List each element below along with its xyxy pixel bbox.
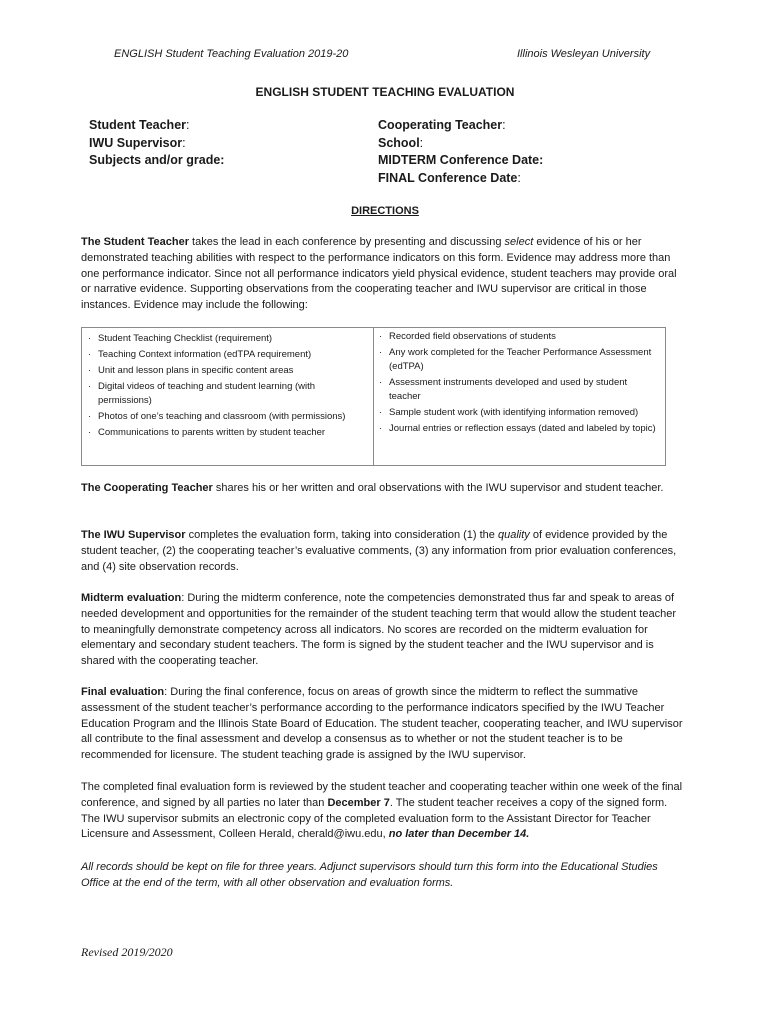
list-item: · Digital videos of teaching and student learning (with permissions) xyxy=(88,381,316,406)
field-school: School: xyxy=(378,135,424,150)
evidence-right-column xyxy=(379,330,657,438)
list-item: · Photos of one’s teaching and classroom (with permissions) xyxy=(88,411,346,422)
field-cooperating-teacher: Cooperating Teacher: xyxy=(378,118,506,132)
completion-paragraph: The completed final evaluation form is reviewed by the student teacher and cooperating teacher within one week of the final conference, and signed by all parties no later than December 7. The student teacher receives a copy of the signed form. The IWU supervisor submits an electronic copy of the completed evaluation form to the Assistant Director for Teacher Licensure and Assessment, Colleen Herald, cherald@iwu.edu, no later than December 14. xyxy=(81,781,683,841)
evidence-divider xyxy=(373,328,374,466)
student-teacher-paragraph: The Student Teacher takes the lead in each conference by presenting and discussing select evidence of his or her demonstrated teaching abilities with respect to the performance indicators on this form. Evidence may address more than one performance indicator. Since not all performance indicators yield physical evidence, student teachers may provide oral or narrative evidence. Supporting observations from the cooperating teacher and IWU supervisor are critical in those instances. Evidence may include the following: xyxy=(81,236,677,312)
list-item: · Student Teaching Checklist (requirement) xyxy=(88,333,273,344)
cooperating-teacher-paragraph: The Cooperating Teacher shares his or her written and oral observations with the IWU supervisor and student teacher. xyxy=(81,482,664,494)
directions-heading: DIRECTIONS xyxy=(351,205,419,217)
field-midterm-date: MIDTERM Conference Date: xyxy=(378,153,544,167)
list-item: · Journal entries or reflection essays (dated and labeled by topic) xyxy=(379,423,656,434)
list-item: · Assessment instruments developed and used by student teacher xyxy=(379,377,628,402)
midterm-evaluation-paragraph: Midterm evaluation: During the midterm conference, note the competencies demonstrated thus far and speak to areas of needed development and opportunities for the remainder of the student teaching term that would allow the student teacher to meaningfully demonstrate competency across all indicators. No scores are recorded on the midterm evaluation for elementary and secondary student teachers. The form is signed by the student teacher and the IWU supervisor and is shared with the cooperating teacher. xyxy=(81,592,676,668)
list-item: · Unit and lesson plans in specific content areas xyxy=(88,365,294,376)
page-title: ENGLISH STUDENT TEACHING EVALUATION xyxy=(255,85,515,99)
header-right: Illinois Wesleyan University xyxy=(517,48,651,60)
header-left: ENGLISH Student Teaching Evaluation 2019-20 xyxy=(114,48,349,60)
field-subjects-grade: Subjects and/or grade: xyxy=(89,153,225,167)
field-final-date: FINAL Conference Date: xyxy=(378,170,521,185)
records-note: All records should be kept on file for three years. Adjunct supervisors should turn this form into the Educational Studies Office at the end of the term, with all other observation and evaluation forms. xyxy=(81,861,658,889)
list-item: · Sample student work (with identifying information removed) xyxy=(379,407,639,418)
list-item: · Communications to parents written by student teacher xyxy=(88,427,326,438)
fields-right xyxy=(378,117,543,187)
revision-footer: Revised 2019/2020 xyxy=(81,945,173,959)
list-item: · Recorded field observations of students xyxy=(379,331,556,342)
iwu-supervisor-paragraph: The IWU Supervisor completes the evaluation form, taking into consideration (1) the quality of evidence provided by the student teacher, (2) the cooperating teacher’s evaluative comments, (3) any information from prior evaluation conferences, and (4) site observation records. xyxy=(81,529,677,573)
evidence-left-column xyxy=(88,332,368,442)
final-evaluation-paragraph: Final evaluation: During the final conference, focus on areas of growth since the midterm to reflect the summative assessment of the student teacher’s performance according to the performance indicators specified by the IWU Teacher Education Program and the Illinois State Board of Education. The student teacher, cooperating teacher, and IWU supervisor all contribute to the final assessment and develop a consensus as to whether or not the student teacher is to be recommended for licensure. The student teaching grade is assigned by the IWU supervisor. xyxy=(81,686,683,762)
fields-left xyxy=(89,117,224,170)
field-iwu-supervisor: IWU Supervisor: xyxy=(89,135,186,150)
field-student-teacher: Student Teacher: xyxy=(89,118,190,132)
list-item: · Any work completed for the Teacher Performance Assessment (edTPA) xyxy=(379,347,652,372)
list-item: · Teaching Context information (edTPA requirement) xyxy=(88,349,312,360)
evidence-box xyxy=(81,327,666,466)
